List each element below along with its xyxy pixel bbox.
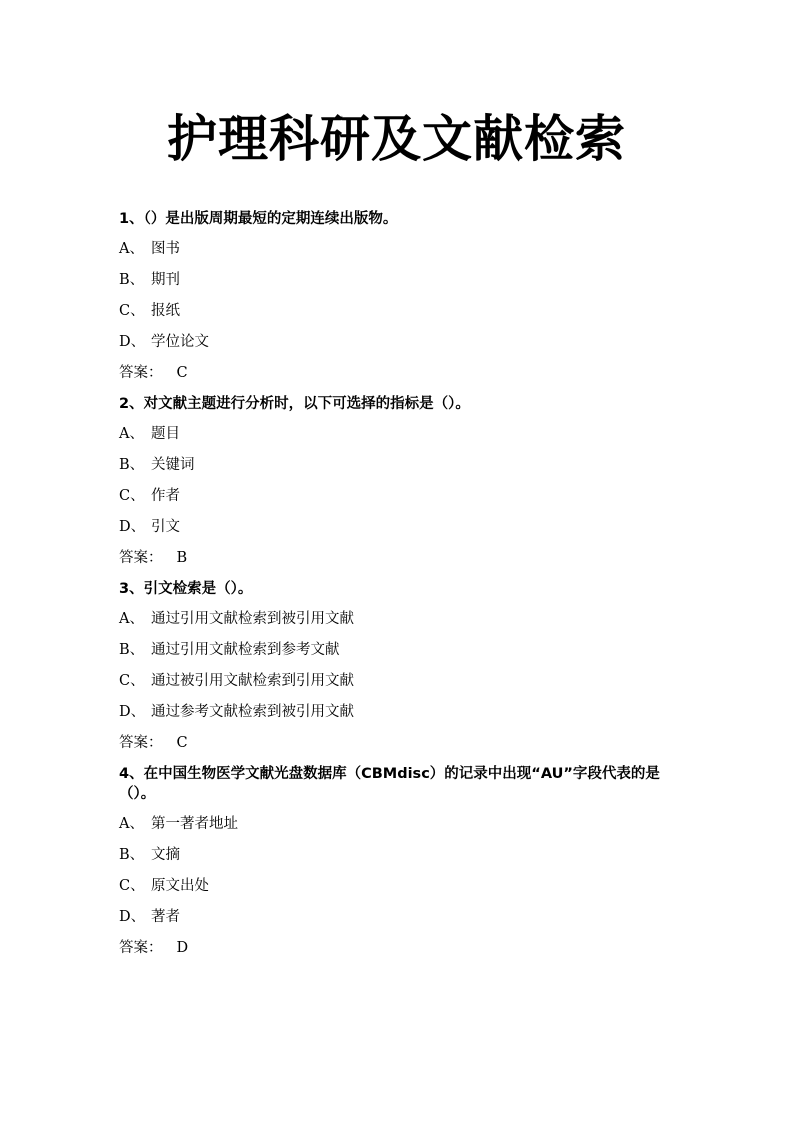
option-letter: C、 — [119, 673, 145, 689]
option-text: 期刊 — [151, 272, 180, 288]
option-text: 著者 — [151, 909, 180, 925]
option-letter: B、 — [119, 272, 145, 288]
option-letter: D、 — [119, 519, 146, 535]
option-letter: C、 — [119, 303, 145, 319]
answer-label: 答案： — [119, 550, 163, 566]
option-letter: C、 — [119, 878, 145, 894]
option-a — [119, 609, 679, 629]
answer-line — [119, 733, 679, 753]
question-text: 2、对文献主题进行分析时，以下可选择的指标是（）。 — [119, 396, 470, 412]
option-letter: D、 — [119, 704, 146, 720]
answer-line — [119, 548, 679, 568]
option-text: 图书 — [151, 241, 180, 257]
option-text: 文摘 — [151, 847, 180, 863]
answer-value: D — [176, 940, 189, 956]
question-text: 1、（）是出版周期最短的定期连续出版物。 — [119, 211, 398, 227]
option-letter: A、 — [119, 816, 144, 832]
option-text: 报纸 — [151, 303, 180, 319]
option-text: 引文 — [151, 519, 180, 535]
option-letter: A、 — [119, 426, 144, 442]
option-letter: D、 — [119, 909, 146, 925]
answer-label: 答案： — [119, 940, 163, 956]
question-list — [119, 209, 679, 969]
question-text: 4、在中国生物医学文献光盘数据库（CBMdisc）的记录中出现“AU”字段代表的是（）。 — [119, 766, 660, 802]
document-title: 护理科研及文献检索 — [167, 109, 626, 168]
option-d — [119, 907, 679, 927]
option-letter: A、 — [119, 241, 144, 257]
option-a — [119, 424, 679, 444]
option-letter: C、 — [119, 488, 145, 504]
option-c — [119, 301, 679, 321]
option-text: 通过引用文献检索到参考文献 — [151, 642, 340, 658]
option-text: 第一著者地址 — [151, 816, 238, 832]
option-text: 学位论文 — [151, 334, 209, 350]
option-d — [119, 332, 679, 352]
option-letter: D、 — [119, 334, 146, 350]
answer-line — [119, 938, 679, 958]
option-text: 关键词 — [151, 457, 195, 473]
option-text: 通过被引用文献检索到引用文献 — [151, 673, 354, 689]
option-b — [119, 640, 679, 660]
option-b — [119, 270, 679, 290]
option-a — [119, 814, 679, 834]
option-text: 作者 — [151, 488, 180, 504]
question-text: 3、引文检索是（）。 — [119, 581, 253, 597]
answer-value: B — [176, 550, 188, 566]
option-letter: B、 — [119, 847, 145, 863]
option-c — [119, 876, 679, 896]
option-c — [119, 486, 679, 506]
option-letter: B、 — [119, 457, 145, 473]
option-text: 原文出处 — [151, 878, 209, 894]
answer-label: 答案： — [119, 735, 163, 751]
option-c — [119, 671, 679, 691]
option-text: 题目 — [151, 426, 180, 442]
option-d — [119, 702, 679, 722]
answer-label: 答案： — [119, 365, 163, 381]
question-2 — [119, 394, 679, 568]
question-3 — [119, 579, 679, 753]
option-d — [119, 517, 679, 537]
option-b — [119, 845, 679, 865]
answer-value: C — [176, 365, 188, 381]
answer-value: C — [176, 735, 188, 751]
option-b — [119, 455, 679, 475]
option-letter: B、 — [119, 642, 145, 658]
question-1 — [119, 209, 679, 383]
answer-line — [119, 363, 679, 383]
option-a — [119, 239, 679, 259]
question-4 — [119, 764, 679, 958]
option-text: 通过参考文献检索到被引用文献 — [151, 704, 354, 720]
option-text: 通过引用文献检索到被引用文献 — [151, 611, 354, 627]
option-letter: A、 — [119, 611, 144, 627]
